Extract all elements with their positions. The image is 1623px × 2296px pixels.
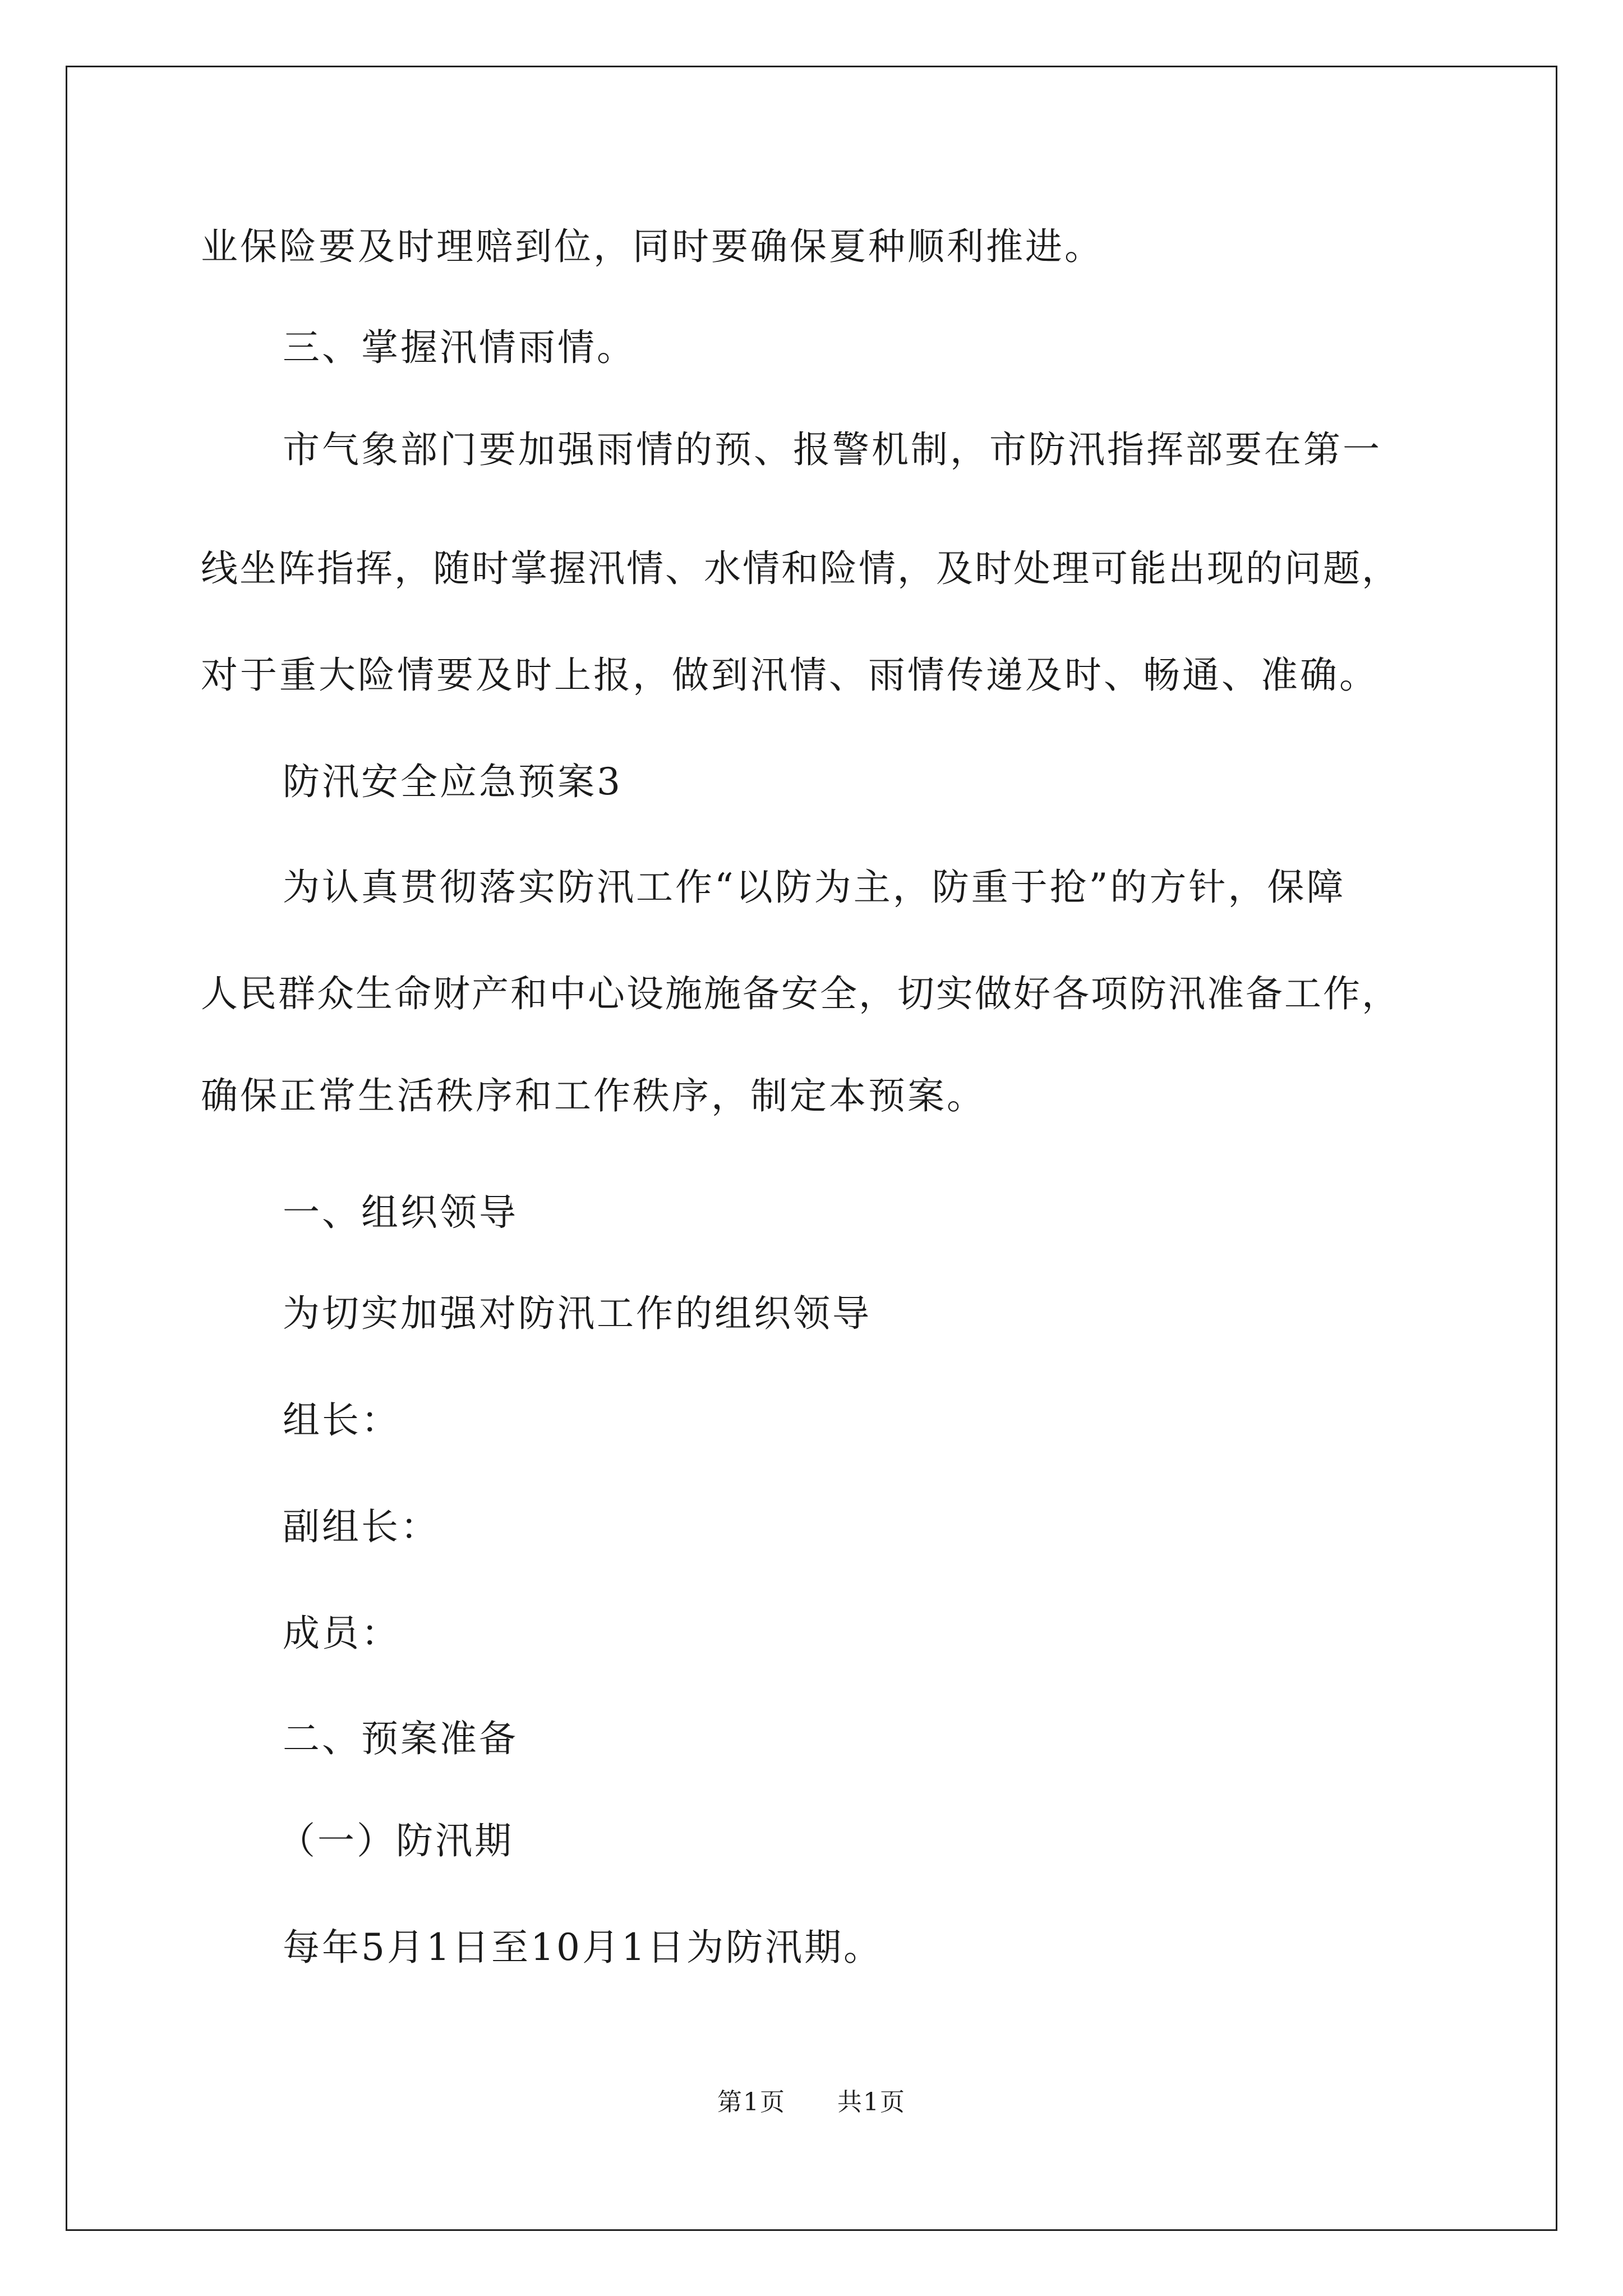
body-text-line: 为切实加强对防汛工作的组织领导 (283, 1292, 872, 1335)
body-text-line: 对于重大险情要及时上报，做到汛情、雨情传递及时、畅通、准确。 (201, 654, 1378, 697)
field-label-deputy-leader: 副组长： (283, 1505, 440, 1548)
section-heading: 一、组织领导 (283, 1191, 518, 1234)
body-text-line: 市气象部门要加强雨情的预、报警机制，市防汛指挥部要在第一 (283, 428, 1382, 471)
field-label-leader: 组长： (283, 1398, 400, 1442)
body-text-line: 人民群众生命财产和中心设施施备安全，切实做好各项防汛准备工作， (201, 972, 1400, 1015)
section-heading: 二、预案准备 (283, 1717, 518, 1760)
subsection-heading: （一）防汛期 (278, 1819, 514, 1862)
document-title: 防汛安全应急预案3 (283, 760, 623, 803)
body-text-line: 为认真贯彻落实防汛工作“以防为主，防重于抢”的方针，保障 (283, 866, 1346, 909)
field-label-members: 成员： (283, 1612, 400, 1655)
page-frame (66, 66, 1557, 2231)
page-number-current: 第1页 (717, 2088, 786, 2116)
body-text-line: 确保正常生活秩序和工作秩序，制定本预案。 (201, 1074, 986, 1117)
body-text-line: 每年5月1日至10月1日为防汛期。 (283, 1926, 883, 1969)
page-number-total: 共1页 (837, 2088, 906, 2116)
body-text-line: 线坐阵指挥，随时掌握汛情、水情和险情，及时处理可能出现的问题， (201, 547, 1400, 590)
body-text-line: 业保险要及时理赔到位，同时要确保夏种顺利推进。 (201, 225, 1104, 268)
section-heading: 三、掌握汛情雨情。 (283, 326, 636, 369)
page-footer (0, 2087, 1623, 2118)
